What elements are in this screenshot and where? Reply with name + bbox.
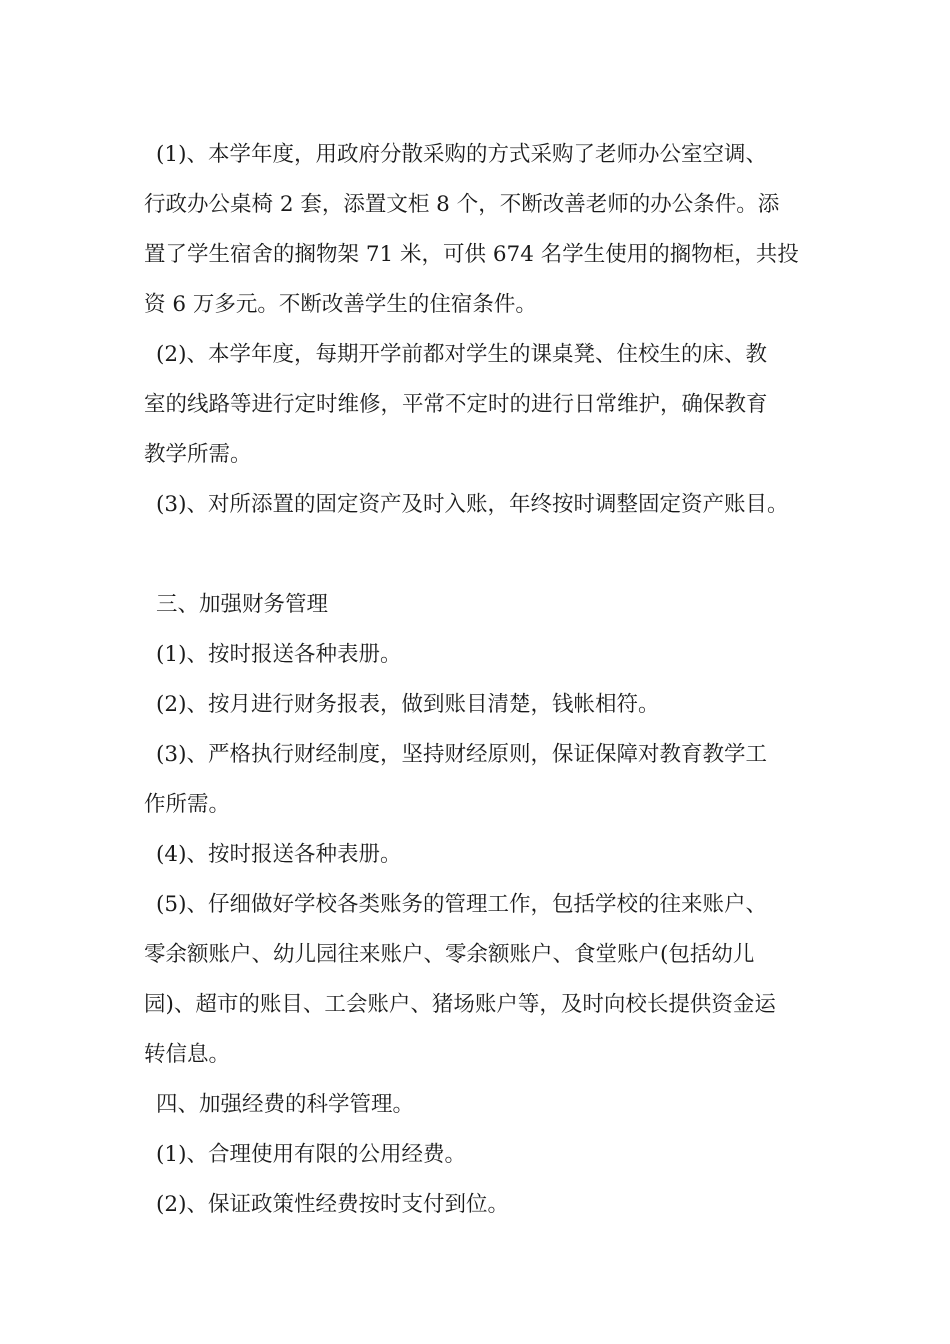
paragraph-2-line-3: 教学所需。 [144,442,252,467]
paragraph-1-line-1: (1)、本学年度，用政府分散采购的方式采购了老师办公室空调、 [156,142,767,167]
section-4-item-2: (2)、保证政策性经费按时支付到位。 [156,1192,509,1217]
paragraph-1-line-2: 行政办公桌椅 2 套，添置文柜 8 个，不断改善老师的办公条件。添 [144,192,780,217]
section-3-item-5-line-4: 转信息。 [144,1042,231,1067]
section-3-item-5-line-1: (5)、仔细做好学校各类账务的管理工作，包括学校的往来账户、 [156,892,767,917]
paragraph-spacer [144,530,824,580]
section-3-item-2: (2)、按月进行财务报表，做到账目清楚，钱帐相符。 [156,692,660,717]
paragraph-2-line-1: (2)、本学年度，每期开学前都对学生的课桌凳、住校生的床、教 [156,342,767,367]
paragraph-2-line-2: 室的线路等进行定时维修，平常不定时的进行日常维护，确保教育 [144,392,768,417]
section-3-item-3-line-1: (3)、严格执行财经制度，坚持财经原则，保证保障对教育教学工 [156,742,767,767]
paragraph-1-line-3: 置了学生宿舍的搁物架 71 米，可供 674 名学生使用的搁物柜，共投 [144,242,799,267]
section-4-item-1: (1)、合理使用有限的公用经费。 [156,1142,466,1167]
section-3-item-5-line-3: 园)、超市的账目、工会账户、猪场账户等，及时向校长提供资金运 [144,992,776,1017]
section-3-item-4: (4)、按时报送各种表册。 [156,842,402,867]
paragraph-3: (3)、对所添置的固定资产及时入账，年终按时调整固定资产账目。 [156,492,789,517]
document-body [144,130,824,1230]
section-3-item-3-line-2: 作所需。 [144,792,231,817]
section-heading-4: 四、加强经费的科学管理。 [156,1092,415,1117]
section-3-item-5-line-2: 零余额账户、幼儿园往来账户、零余额账户、食堂账户(包括幼儿 [144,942,755,967]
paragraph-1-line-4: 资 6 万多元。不断改善学生的住宿条件。 [144,292,537,317]
section-heading-3: 三、加强财务管理 [156,592,329,617]
section-3-item-1: (1)、按时报送各种表册。 [156,642,402,667]
